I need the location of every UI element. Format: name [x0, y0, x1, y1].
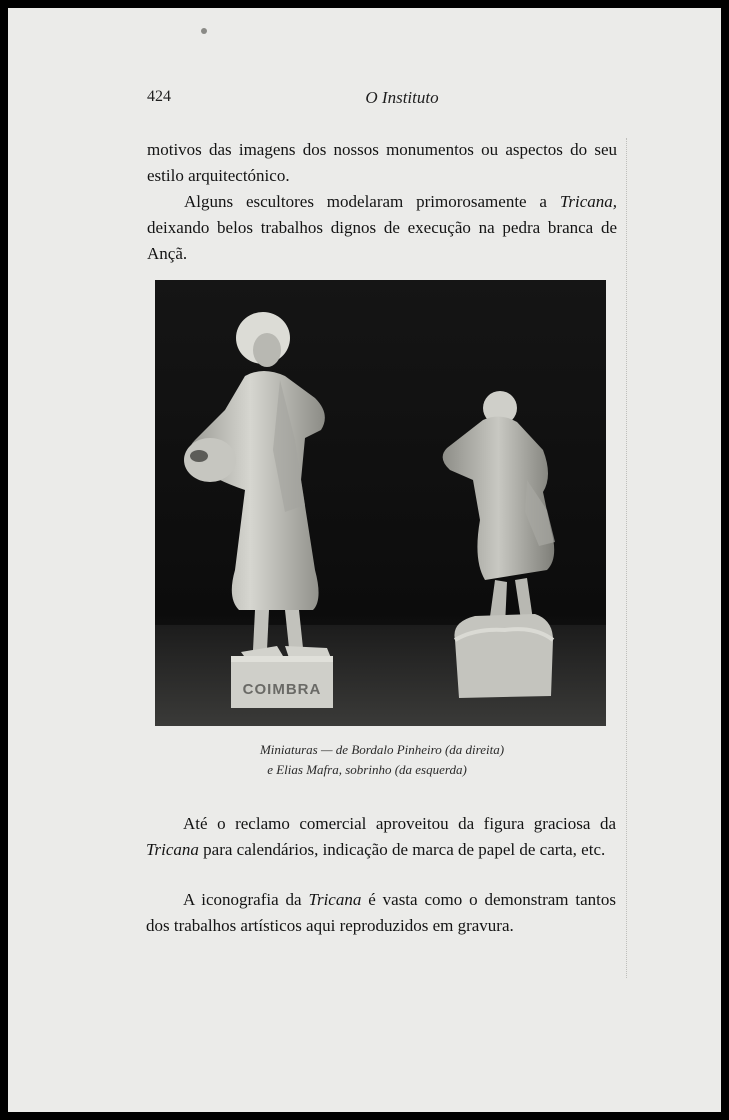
bleed-through-mark — [626, 138, 641, 978]
caption-line: e Elias Mafra, sobrinho (da esquerda) — [267, 762, 467, 777]
pedestal-label: COIMBRA — [242, 681, 322, 698]
paragraph-text: é vasta como o demonstram tantos dos trabalhos artísticos aqui reproduzidos em gravura. — [146, 890, 617, 935]
paragraph-iconography — [146, 887, 616, 939]
paragraph-text: deixando belos trabalhos dignos de execução na pedra branca de Ançã. — [147, 218, 617, 263]
caption-line: Miniaturas — de Bordalo Pinheiro (da direita) — [259, 742, 505, 757]
paragraph-sculptors — [147, 189, 617, 267]
paragraph-text: para calendários, indicação de marca de papel de carta, etc. — [198, 840, 606, 859]
italic-term-tricana: Tricana, — [559, 192, 617, 211]
italic-term-tricana: Tricana — [308, 890, 362, 909]
paragraph-text: A iconografia da — [183, 890, 309, 909]
paragraph-text: motivos das imagens dos nossos monumentos ou aspectos do seu estilo arquitectónico. — [147, 140, 617, 185]
page-header — [147, 88, 617, 112]
paragraph-architecture — [147, 137, 617, 189]
paragraph-text: Alguns escultores modelaram primorosamente a — [184, 192, 560, 211]
page-number: 424 — [147, 88, 171, 105]
running-title: O Instituto — [365, 88, 439, 107]
ink-spot — [201, 28, 207, 34]
paragraph-advertising — [146, 811, 616, 863]
paragraph-text: Até o reclamo comercial aproveitou da figura graciosa da — [183, 814, 616, 833]
italic-term-tricana: Tricana — [146, 840, 199, 859]
photo-illustration — [155, 280, 606, 726]
photo-caption — [147, 740, 617, 780]
photograph-miniatures — [155, 280, 606, 726]
